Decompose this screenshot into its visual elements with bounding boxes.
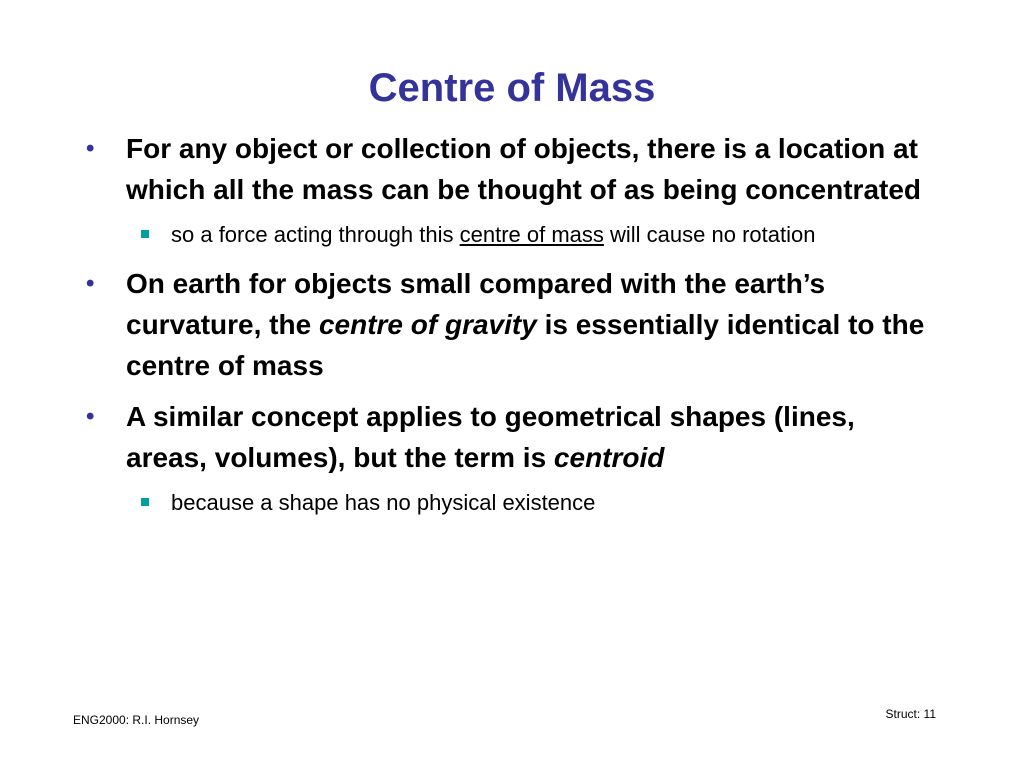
- bullet-1: [86, 128, 926, 210]
- slide-content: [86, 128, 926, 531]
- bullet-1-sub-1-pre: so a force acting through this: [171, 222, 460, 247]
- bullet-3-sub-1-text: because a shape has no physical existence: [171, 490, 596, 515]
- centre-of-mass-link[interactable]: centre of mass: [459, 222, 604, 247]
- footer-slide-number: Struct: 11: [885, 707, 936, 721]
- bullet-3-sub-1: [86, 486, 926, 519]
- bullet-2-emphasis: centre of gravity: [318, 309, 537, 340]
- bullet-dot-icon: •: [86, 403, 95, 430]
- bullet-2-pre: On earth for objects small compared with the earth’s curvature, the: [126, 268, 826, 340]
- bullet-dot-icon: •: [86, 135, 95, 162]
- bullet-2-post: is essentially identical to the centre of mass: [126, 309, 925, 381]
- bullet-square-icon: [141, 498, 149, 506]
- bullet-1-sub-1: [86, 218, 926, 251]
- bullet-2: [86, 263, 926, 386]
- footer-course: ENG2000: R.I. Hornsey: [73, 713, 200, 727]
- bullet-1-sub-1-post: will cause no rotation: [603, 222, 816, 247]
- bullet-3: [86, 396, 926, 478]
- bullet-dot-icon: •: [86, 270, 95, 297]
- bullet-3-emphasis: centroid: [553, 442, 665, 473]
- bullet-square-icon: [141, 230, 149, 238]
- bullet-3-pre: A similar concept applies to geometrical shapes (lines, areas, volumes), but the term is: [126, 401, 855, 473]
- bullet-1-text: For any object or collection of objects, there is a location at which all the mass can be thought of as being concentrated: [126, 133, 922, 205]
- slide-title: Centre of Mass: [368, 66, 656, 110]
